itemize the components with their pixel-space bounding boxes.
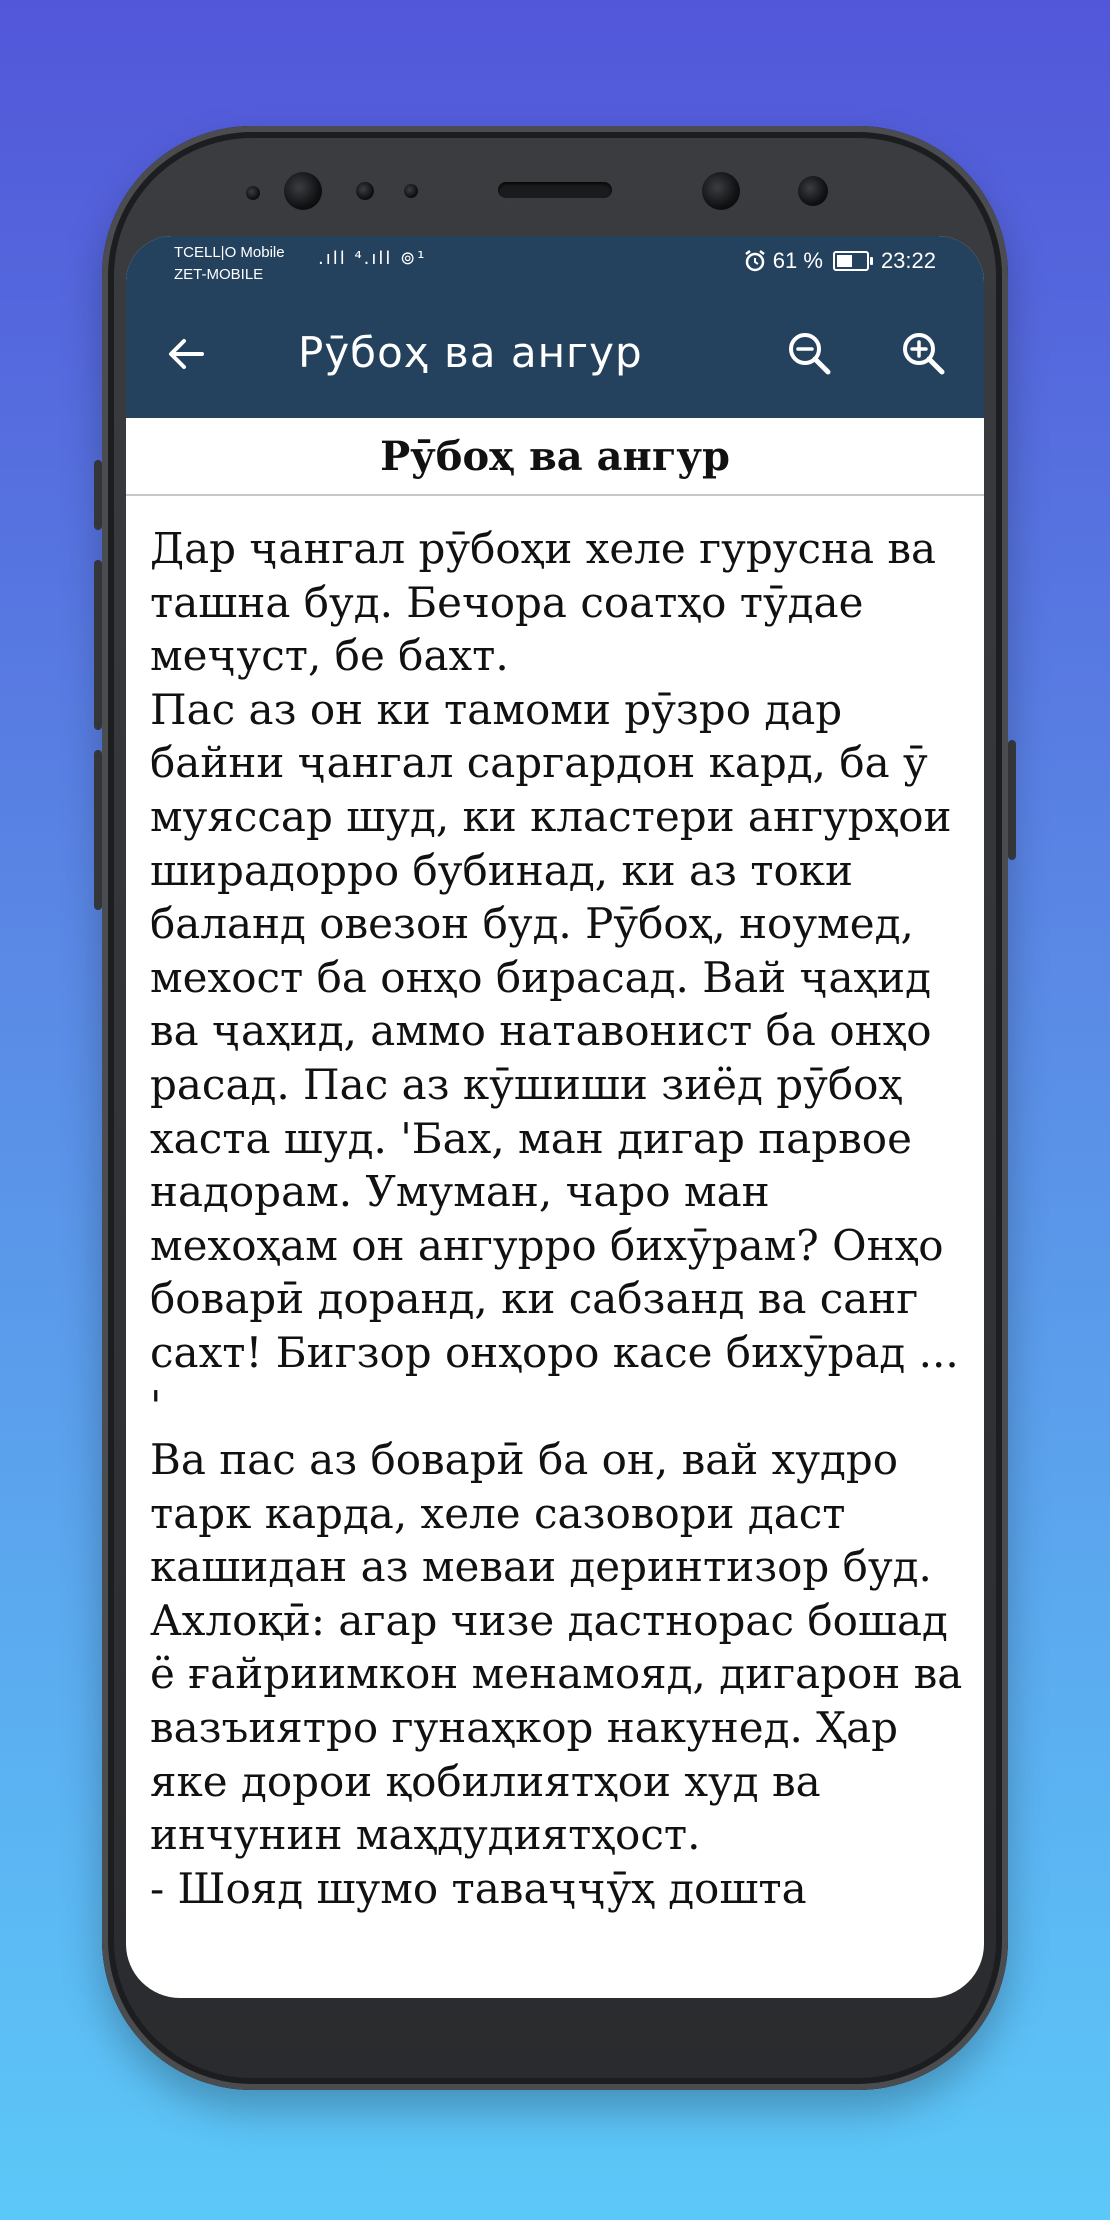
clock: 23:22 <box>880 248 936 273</box>
front-camera <box>284 172 322 210</box>
front-sensor-2 <box>356 182 374 200</box>
phone-volume-down-button <box>94 750 102 910</box>
status-right-group <box>743 248 936 274</box>
carrier-line-1: TCELL|O Mobile <box>174 244 285 261</box>
front-sensor-4 <box>798 176 828 206</box>
zoom-out-icon <box>778 322 842 386</box>
front-sensor <box>246 186 260 200</box>
battery-icon <box>833 251 869 271</box>
phone-volume-up-button <box>94 560 102 730</box>
app-bar <box>126 292 984 418</box>
front-sensor-3 <box>404 184 418 198</box>
phone-power-button <box>1008 740 1016 860</box>
front-camera-2 <box>702 172 740 210</box>
zoom-out-button[interactable] <box>778 322 842 386</box>
zoom-in-icon <box>892 322 956 386</box>
story-body-text[interactable]: Дар ҷангал рӯбоҳи хеле гурусна ва ташна буд. Бечора соатҳо тӯдае меҷуст, бе бахт. Пас аз он ки тамоми рӯзро дар байни ҷангал саргардон кард, ба ӯ муяссар шуд, ки кластери ангурҳои ширадорро бубинад, ки аз токи баланд овезон буд. Рӯбоҳ, ноумед, мехост ба онҳо бирасад. Вай ҷаҳид ва ҷаҳид, аммо натавонист ба онҳо расад. Пас аз кӯшиши зиёд рӯбоҳ хаста шуд. 'Бах, ман дигар парвое надорам. Умуман, чаро ман мехоҳам он ангурро бихӯрам? Онҳо боварӣ доранд, ки сабзанд ва санг сахт! Бигзор онҳоро касе бихӯрад ... ' Ва пас аз боварӣ ба он, вай худро тарк карда, хеле сазовори даст кашидан аз меваи деринтизор буд. Ахлоқӣ: агар чизе дастнорас бошад ё ғайриимкон менамояд, дигарон ва вазъиятро гунаҳкор накунед. Ҳар яке дорои қобилиятҳои худ ва инчунин маҳдудиятҳост. - Шояд шумо таваҷҷӯҳ дошта <box>150 524 963 1913</box>
earpiece-speaker <box>498 182 612 198</box>
story-title: Рӯбоҳ ва ангур <box>126 418 984 496</box>
battery-percent: 61 % <box>772 248 823 273</box>
carrier-line-2: ZET-MOBILE <box>174 266 264 283</box>
carrier-info <box>174 242 285 286</box>
phone-screen <box>126 236 984 1998</box>
status-bar <box>126 236 984 292</box>
alarm-icon <box>743 249 767 273</box>
arrow-left-icon <box>154 322 218 386</box>
phone-side-button <box>94 460 102 530</box>
app-bar-title: Рӯбоҳ ва ангур <box>298 328 643 377</box>
signal-strength-icon: .ıll ⁴.ıll ⊚¹ <box>318 248 427 269</box>
back-button[interactable] <box>154 322 218 386</box>
zoom-in-button[interactable] <box>892 322 956 386</box>
